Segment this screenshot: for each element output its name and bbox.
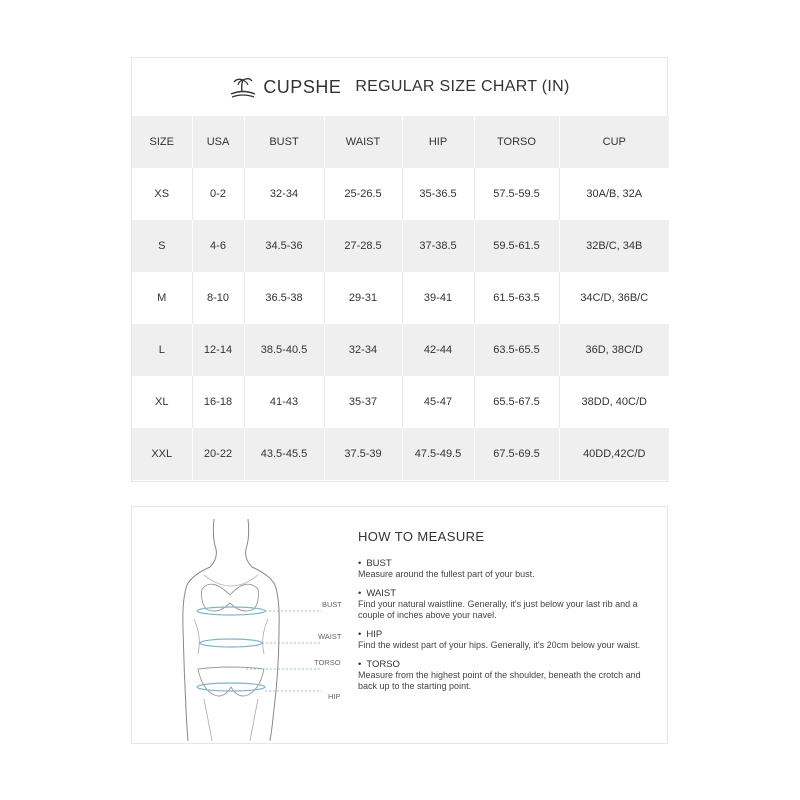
table-cell: 16-18: [192, 376, 244, 428]
table-cell: 32-34: [324, 324, 402, 376]
table-cell: 30A/B, 32A: [559, 168, 669, 220]
measure-item-description: Measure around the fullest part of your bust.: [358, 569, 535, 579]
table-cell: XS: [154, 188, 170, 200]
table-cell: 39-41: [402, 272, 474, 324]
table-cell: 12-14: [192, 324, 244, 376]
table-cell: 36D, 38C/D: [559, 324, 669, 376]
column-header: USA: [192, 116, 244, 168]
table-row: [132, 324, 669, 376]
table-row: [132, 168, 669, 220]
table-cell: L: [158, 344, 165, 356]
chart-title: REGULAR SIZE CHART (IN): [355, 78, 570, 95]
measure-item-bust: [358, 558, 648, 580]
table-cell: 35-36.5: [402, 168, 474, 220]
table-header-row: [132, 116, 669, 168]
measure-item-description: Find your natural waistline. Generally, it's just below your last rib and a couple of inches above your navel.: [358, 599, 638, 620]
table-cell: M: [157, 292, 167, 304]
table-cell: 42-44: [402, 324, 474, 376]
table-cell: 37.5-39: [324, 428, 402, 480]
brand-logo: [229, 76, 341, 98]
table-cell: 34.5-36: [244, 220, 324, 272]
measure-item-description: Measure from the highest point of the shoulder, beneath the crotch and back up to the starting point.: [358, 670, 641, 691]
table-cell: 4-6: [192, 220, 244, 272]
column-header: BUST: [244, 116, 324, 168]
how-to-measure-card: [131, 506, 668, 744]
measure-item-torso: [358, 659, 648, 692]
table-cell: 63.5-65.5: [474, 324, 559, 376]
table-cell: 36.5-38: [244, 272, 324, 324]
measure-item-hip: [358, 629, 648, 651]
table-cell: 41-43: [244, 376, 324, 428]
chart-header: [132, 58, 667, 116]
brand-name: CUPSHE: [263, 76, 342, 97]
table-cell: 8-10: [192, 272, 244, 324]
table-cell: 32-34: [244, 168, 324, 220]
how-to-measure-section: [358, 529, 648, 700]
column-header: TORSO: [474, 116, 559, 168]
table-cell: 0-2: [192, 168, 244, 220]
figure-label-bust: BUST: [322, 600, 343, 609]
measure-item-label: HIP: [366, 629, 383, 640]
table-cell: 45-47: [402, 376, 474, 428]
waist-measure-line: [200, 639, 262, 647]
palm-tree-icon: [229, 76, 257, 98]
column-header: HIP: [402, 116, 474, 168]
table-cell: 34C/D, 36B/C: [559, 272, 669, 324]
figure-label-hip: HIP: [328, 692, 341, 701]
table-cell: 67.5-69.5: [474, 428, 559, 480]
table-row: [132, 272, 669, 324]
bullet-icon: •: [358, 659, 362, 670]
table-cell: 20-22: [192, 428, 244, 480]
bullet-icon: •: [358, 588, 362, 599]
table-cell: XL: [155, 396, 169, 408]
table-cell: 25-26.5: [324, 168, 402, 220]
table-row: [132, 220, 669, 272]
table-cell: 38DD, 40C/D: [559, 376, 669, 428]
column-header: WAIST: [324, 116, 402, 168]
table-cell: 27-28.5: [324, 220, 402, 272]
table-cell: 29-31: [324, 272, 402, 324]
measure-item-label: BUST: [366, 558, 392, 569]
measure-item-waist: [358, 588, 648, 621]
figure-label-torso: TORSO: [314, 658, 341, 667]
table-cell: 40DD,42C/D: [559, 428, 669, 480]
table-cell: 35-37: [324, 376, 402, 428]
bust-measure-line: [197, 607, 265, 615]
table-row: [132, 428, 669, 480]
how-to-measure-title: HOW TO MEASURE: [358, 529, 485, 544]
table-cell: 59.5-61.5: [474, 220, 559, 272]
table-cell: 43.5-45.5: [244, 428, 324, 480]
column-header: CUP: [559, 116, 669, 168]
table-cell: S: [158, 240, 166, 252]
measure-item-label: TORSO: [366, 659, 400, 670]
bullet-icon: •: [358, 558, 362, 569]
measure-item-label: WAIST: [366, 588, 397, 599]
body-figure-illustration: [152, 519, 352, 741]
table-cell: 65.5-67.5: [474, 376, 559, 428]
table-cell: 37-38.5: [402, 220, 474, 272]
size-table: [132, 116, 669, 480]
measure-item-description: Find the widest part of your hips. Generally, it's 20cm below your waist.: [358, 640, 641, 650]
table-cell: 38.5-40.5: [244, 324, 324, 376]
table-row: [132, 376, 669, 428]
size-chart-card: [131, 57, 668, 482]
table-cell: XXL: [151, 448, 173, 460]
table-cell: 61.5-63.5: [474, 272, 559, 324]
column-header: SIZE: [149, 136, 174, 148]
table-cell: 57.5-59.5: [474, 168, 559, 220]
table-cell: 47.5-49.5: [402, 428, 474, 480]
bullet-icon: •: [358, 629, 362, 640]
table-cell: 32B/C, 34B: [559, 220, 669, 272]
figure-label-waist: WAIST: [318, 632, 342, 641]
